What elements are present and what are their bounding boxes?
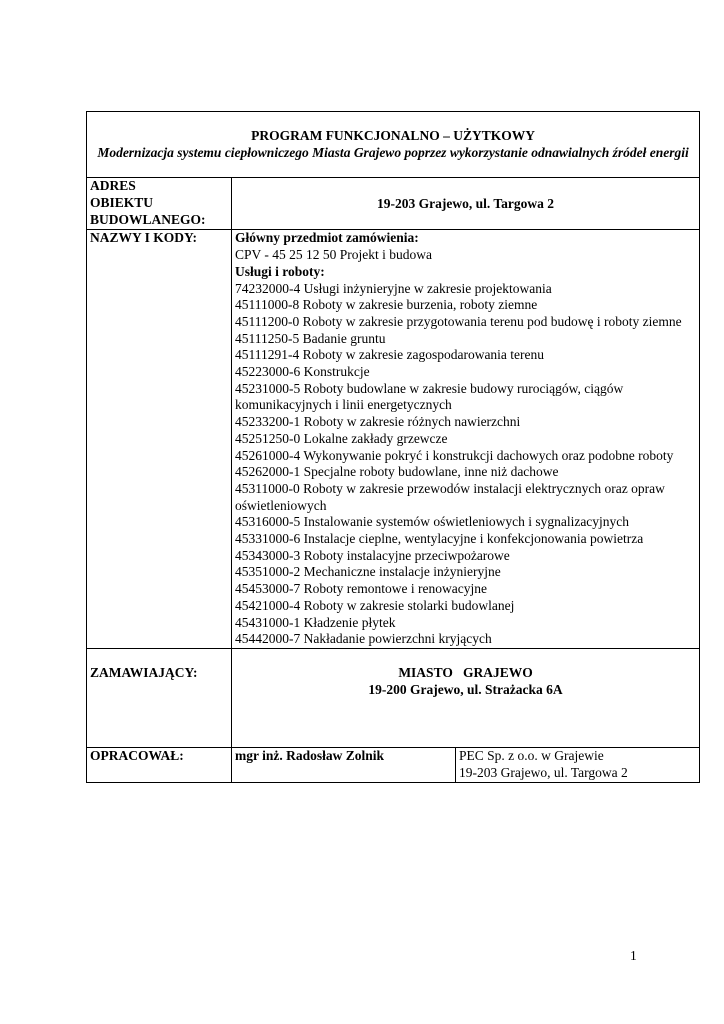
code-item: 45111291-4 Roboty w zakresie zagospodarowania terenu [235,347,545,363]
client-name: MIASTO GRAJEWO [398,664,533,680]
page-number: 1 [630,948,637,963]
code-item: 45111000-8 Roboty w zakresie burzenia, roboty ziemne [235,297,538,313]
code-item: 45261000-4 Wykonywanie pokryć i konstrukcji dachowych oraz podobne roboty [235,447,674,463]
address-label-line: OBIEKTU [90,195,154,211]
code-item: 45351000-2 Mechaniczne instalacje inżynieryjne [235,564,501,580]
codes-row [87,230,700,649]
title-row [87,112,700,178]
code-item: 45421000-4 Roboty w zakresie stolarki budowlanej [235,597,515,613]
document-page [86,111,699,783]
code-item: 45431000-1 Kładzenie płytek [235,614,396,630]
document-title: PROGRAM FUNKCJONALNO – UŻYTKOWY [251,128,535,143]
main-subject-heading: Główny przedmiot zamówienia: [235,230,419,246]
author-row [87,747,700,782]
codes-items [235,281,696,648]
main-cpv-code: CPV - 45 25 12 50 Projekt i budowa [235,247,433,263]
codes-list-cell [232,230,700,649]
code-item: 45316000-5 Instalowanie systemów oświetleniowych i sygnalizacyjnych [235,514,630,530]
address-label-line: ADRES [90,178,136,194]
code-item: 45343000-3 Roboty instalacyjne przeciwpożarowe [235,547,510,563]
address-value: 19-203 Grajewo, ul. Targowa 2 [232,178,700,230]
address-label [87,178,232,230]
author-label: OPRACOWAŁ: [87,747,232,782]
title-cell [87,112,700,178]
address-label-line: BUDOWLANEGO: [90,211,206,227]
codes-label: NAZWY I KODY: [87,230,232,649]
code-item: 45231000-5 Roboty budowlane w zakresie budowy rurociągów, ciągów komunikacyjnych i linii energetycznych [235,380,624,413]
client-label: ZAMAWIAJĄCY: [87,648,232,747]
client-address: 19-200 Grajewo, ul. Strażacka 6A [368,681,563,697]
document-subtitle: Modernizacja systemu ciepłowniczego Miasta Grajewo poprzez wykorzystanie odnawialnych źródeł energii [97,144,689,160]
client-value [232,648,700,747]
code-item: 45262000-1 Specjalne roboty budowlane, inne niż dachowe [235,464,559,480]
author-company-cell [456,747,700,782]
code-item: 45111200-0 Roboty w zakresie przygotowania terenu pod budowę i roboty ziemne [235,313,682,329]
code-item: 45111250-5 Badanie gruntu [235,330,386,346]
author-person: mgr inż. Radosław Zolnik [232,747,456,782]
code-item: 45251250-0 Lokalne zakłady grzewcze [235,430,448,446]
author-company: PEC Sp. z o.o. w Grajewie [459,747,604,763]
author-company-address: 19-203 Grajewo, ul. Targowa 2 [459,764,628,780]
program-table [86,111,700,783]
code-item: 45442000-7 Nakładanie powierzchni kryjących [235,631,492,647]
code-item: 74232000-4 Usługi inżynieryjne w zakresie projektowania [235,280,552,296]
code-item: 45233200-1 Roboty w zakresie różnych nawierzchni [235,414,521,430]
client-row [87,648,700,747]
code-item: 45311000-0 Roboty w zakresie przewodów instalacji elektrycznych oraz opraw oświetleniowych [235,480,665,513]
address-row [87,178,700,230]
services-heading: Usługi i roboty: [235,263,325,279]
code-item: 45223000-6 Konstrukcje [235,364,370,380]
code-item: 45331000-6 Instalacje cieplne, wentylacyjne i konfekcjonowania powietrza [235,531,644,547]
code-item: 45453000-7 Roboty remontowe i renowacyjne [235,581,487,597]
